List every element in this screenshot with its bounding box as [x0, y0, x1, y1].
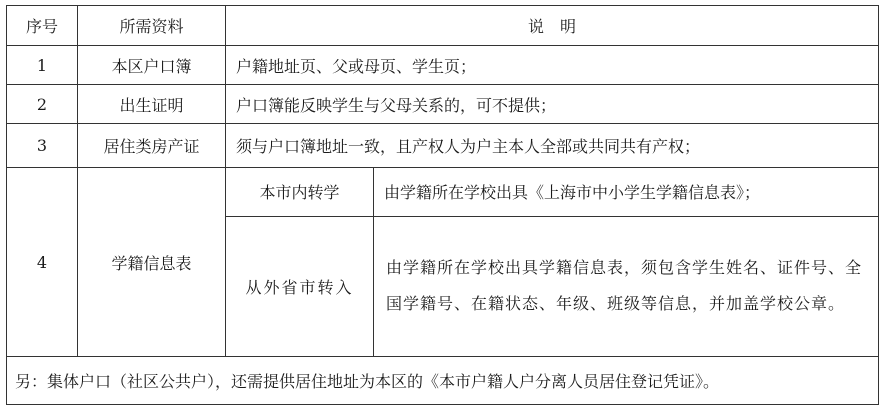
table-row	[7, 124, 879, 167]
row-material: 本区户口簿	[78, 46, 226, 85]
row-description: 户籍地址页、父或母页、学生页；	[226, 46, 879, 85]
table-row	[7, 85, 879, 124]
table-row	[7, 167, 879, 216]
table-row	[7, 46, 879, 85]
sub-case-description: 由学籍所在学校出具学籍信息表，须包含学生姓名、证件号、全国学籍号、在籍状态、年级、班级等信息，并加盖学校公章。	[374, 216, 879, 356]
header-required-materials: 所需资料	[78, 6, 226, 46]
row-number: 4	[7, 167, 78, 356]
row-material: 学籍信息表	[78, 167, 226, 356]
row-number: 3	[7, 124, 78, 167]
footnote-row	[7, 357, 879, 405]
header-serial-number: 序号	[7, 6, 78, 46]
row-description: 户口簿能反映学生与父母关系的，可不提供；	[226, 85, 879, 124]
row-material: 出生证明	[78, 85, 226, 124]
header-description: 说 明	[226, 6, 879, 46]
footnote: 另：集体户口（社区公共户），还需提供居住地址为本区的《本市户籍人户分离人员居住登记凭证》。	[7, 357, 879, 405]
row-material: 居住类房产证	[78, 124, 226, 167]
sub-case-description: 由学籍所在学校出具《上海市中小学生学籍信息表》；	[374, 167, 879, 216]
table-header-row	[7, 6, 879, 46]
sub-case-label: 从外省市转入	[226, 216, 374, 356]
required-documents-table	[6, 5, 879, 405]
row-number: 2	[7, 85, 78, 124]
row-description: 须与户口簿地址一致，且产权人为户主本人全部或共同共有产权；	[226, 124, 879, 167]
sub-case-label: 本市内转学	[226, 167, 374, 216]
row-number: 1	[7, 46, 78, 85]
